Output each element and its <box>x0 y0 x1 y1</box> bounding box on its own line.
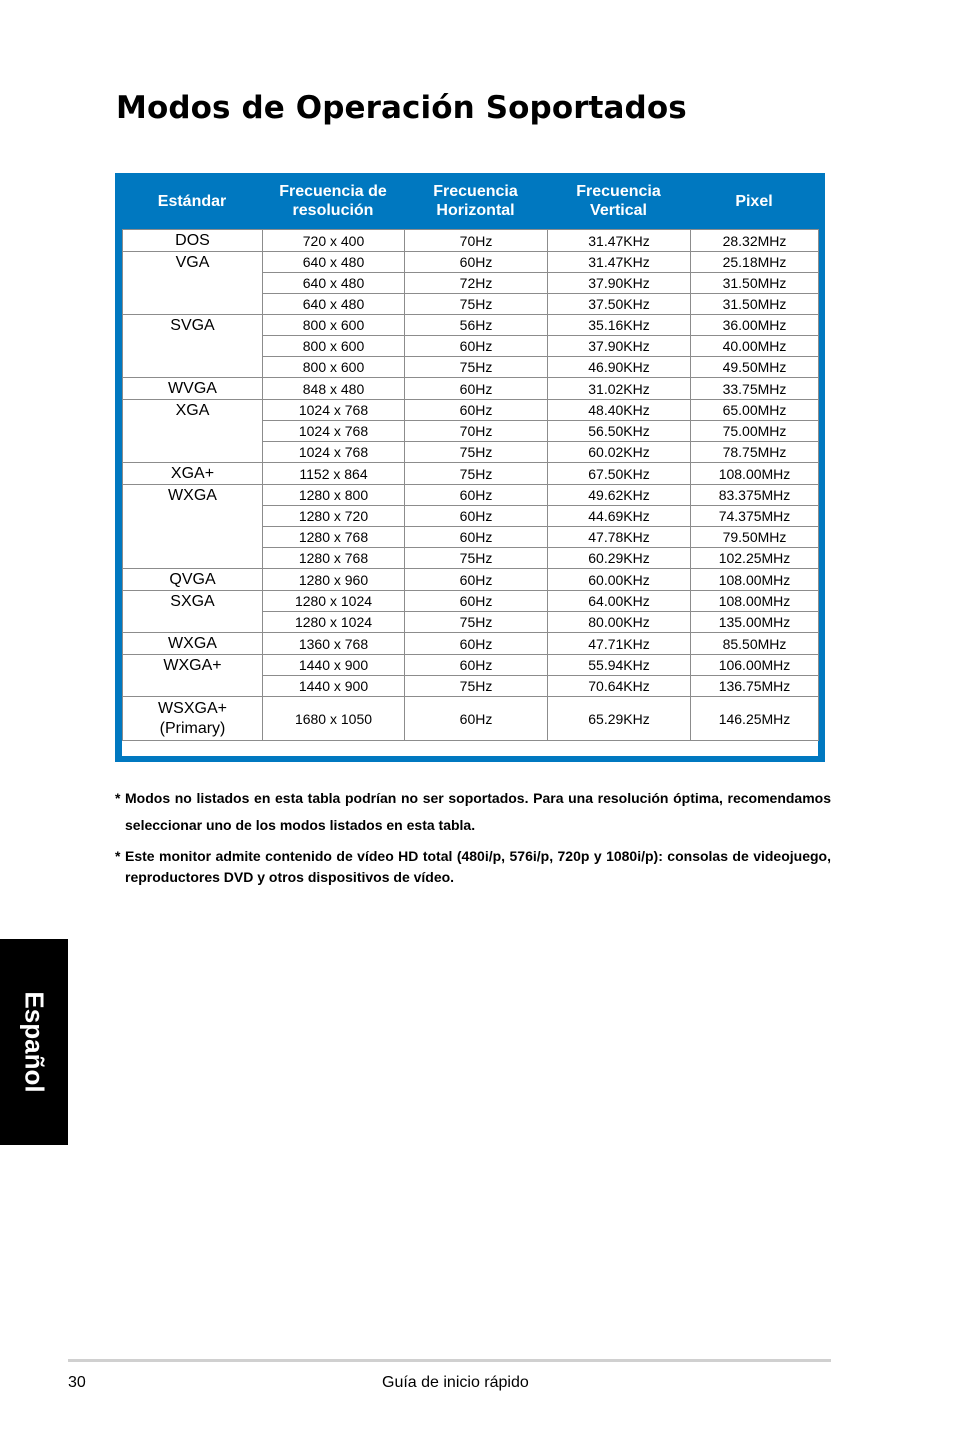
note-text: Modos no listados en esta tabla podrían no ser soportados. Para una resolución óptima, recomendamos seleccionar uno de los modos listados en esta tabla. <box>125 790 831 833</box>
standard-cell: DOS <box>123 230 263 252</box>
pixel-clock-cell: 31.50MHz <box>691 294 819 315</box>
resolution-cell: 1280 x 768 <box>263 548 405 569</box>
refresh-rate-cell: 75Hz <box>405 548 548 569</box>
refresh-rate-cell: 60Hz <box>405 336 548 357</box>
footer-page-number: 30 <box>68 1374 86 1391</box>
horizontal-freq-cell: 56.50KHz <box>548 421 691 442</box>
refresh-rate-cell: 56Hz <box>405 315 548 336</box>
note-hd-support <box>115 846 831 888</box>
supported-modes-table <box>115 173 825 762</box>
horizontal-freq-cell: 65.29KHz <box>548 697 691 741</box>
header-horizontal <box>404 173 547 229</box>
horizontal-freq-cell: 47.71KHz <box>548 633 691 655</box>
pixel-clock-cell: 36.00MHz <box>691 315 819 336</box>
horizontal-freq-cell: 37.90KHz <box>548 336 691 357</box>
pixel-clock-cell: 65.00MHz <box>691 400 819 421</box>
pixel-clock-cell: 75.00MHz <box>691 421 819 442</box>
pixel-clock-cell: 135.00MHz <box>691 612 819 633</box>
header-vertical-label: Frecuencia Vertical <box>576 183 661 219</box>
resolution-cell: 1280 x 960 <box>263 569 405 591</box>
pixel-clock-cell: 146.25MHz <box>691 697 819 741</box>
refresh-rate-cell: 60Hz <box>405 655 548 676</box>
resolution-cell: 1360 x 768 <box>263 633 405 655</box>
pixel-clock-cell: 108.00MHz <box>691 463 819 485</box>
resolution-cell: 1680 x 1050 <box>263 697 405 741</box>
header-resolution-label: Frecuencia de resolución <box>279 183 387 219</box>
resolution-cell: 800 x 600 <box>263 336 405 357</box>
resolution-cell: 1280 x 1024 <box>263 612 405 633</box>
horizontal-freq-cell: 64.00KHz <box>548 591 691 612</box>
horizontal-freq-cell: 80.00KHz <box>548 612 691 633</box>
pixel-clock-cell: 40.00MHz <box>691 336 819 357</box>
resolution-cell: 800 x 600 <box>263 315 405 336</box>
table-row <box>123 655 819 676</box>
resolution-cell: 1280 x 1024 <box>263 591 405 612</box>
standard-cell: WXGA <box>123 485 263 569</box>
pixel-clock-cell: 31.50MHz <box>691 273 819 294</box>
pixel-clock-cell: 28.32MHz <box>691 230 819 252</box>
standard-cell: WXGA <box>123 633 263 655</box>
pixel-clock-cell: 106.00MHz <box>691 655 819 676</box>
resolution-cell: 1440 x 900 <box>263 676 405 697</box>
pixel-clock-cell: 49.50MHz <box>691 357 819 378</box>
resolution-cell: 640 x 480 <box>263 273 405 294</box>
table-row <box>123 569 819 591</box>
horizontal-freq-cell: 60.00KHz <box>548 569 691 591</box>
pixel-clock-cell: 25.18MHz <box>691 252 819 273</box>
table-row <box>123 230 819 252</box>
standard-cell: WXGA+ <box>123 655 263 697</box>
pixel-clock-cell: 74.375MHz <box>691 506 819 527</box>
refresh-rate-cell: 60Hz <box>405 506 548 527</box>
refresh-rate-cell: 60Hz <box>405 591 548 612</box>
resolution-cell: 1024 x 768 <box>263 421 405 442</box>
horizontal-freq-cell: 55.94KHz <box>548 655 691 676</box>
standard-cell: WSXGA+ (Primary) <box>123 697 263 741</box>
refresh-rate-cell: 70Hz <box>405 421 548 442</box>
horizontal-freq-cell: 31.02KHz <box>548 378 691 400</box>
refresh-rate-cell: 60Hz <box>405 569 548 591</box>
refresh-rate-cell: 60Hz <box>405 252 548 273</box>
horizontal-freq-cell: 31.47KHz <box>548 230 691 252</box>
standard-cell: XGA+ <box>123 463 263 485</box>
standard-cell: VGA <box>123 252 263 315</box>
header-resolution <box>262 173 404 229</box>
resolution-cell: 1024 x 768 <box>263 400 405 421</box>
header-vertical <box>547 173 690 229</box>
header-horizontal-label: Frecuencia Horizontal <box>433 183 518 219</box>
horizontal-freq-cell: 49.62KHz <box>548 485 691 506</box>
pixel-clock-cell: 78.75MHz <box>691 442 819 463</box>
refresh-rate-cell: 60Hz <box>405 527 548 548</box>
horizontal-freq-cell: 37.50KHz <box>548 294 691 315</box>
refresh-rate-cell: 60Hz <box>405 697 548 741</box>
modes-table-body <box>122 229 819 741</box>
standard-cell: XGA <box>123 400 263 463</box>
pixel-clock-cell: 79.50MHz <box>691 527 819 548</box>
note-asterisk: * <box>115 790 121 806</box>
horizontal-freq-cell: 46.90KHz <box>548 357 691 378</box>
table-row <box>123 463 819 485</box>
standard-cell: QVGA <box>123 569 263 591</box>
table-row <box>123 591 819 612</box>
pixel-clock-cell: 108.00MHz <box>691 569 819 591</box>
pixel-clock-cell: 136.75MHz <box>691 676 819 697</box>
page-title: Modos de Operación Soportados <box>116 90 687 126</box>
horizontal-freq-cell: 47.78KHz <box>548 527 691 548</box>
refresh-rate-cell: 60Hz <box>405 378 548 400</box>
header-standard: Estándar <box>157 192 227 210</box>
resolution-cell: 800 x 600 <box>263 357 405 378</box>
table-row <box>123 400 819 421</box>
notes-section-hd <box>115 846 831 888</box>
resolution-cell: 1152 x 864 <box>263 463 405 485</box>
standard-cell: SXGA <box>123 591 263 633</box>
header-pixel: Pixel <box>735 192 773 210</box>
resolution-cell: 1280 x 768 <box>263 527 405 548</box>
standard-cell: WVGA <box>123 378 263 400</box>
refresh-rate-cell: 75Hz <box>405 357 548 378</box>
table-row <box>123 697 819 741</box>
language-side-tab <box>0 939 68 1145</box>
refresh-rate-cell: 75Hz <box>405 463 548 485</box>
pixel-clock-cell: 85.50MHz <box>691 633 819 655</box>
refresh-rate-cell: 70Hz <box>405 230 548 252</box>
pixel-clock-cell: 83.375MHz <box>691 485 819 506</box>
resolution-cell: 848 x 480 <box>263 378 405 400</box>
refresh-rate-cell: 60Hz <box>405 633 548 655</box>
refresh-rate-cell: 75Hz <box>405 676 548 697</box>
note-text: Este monitor admite contenido de vídeo HD total (480i/p, 576i/p, 720p y 1080i/p): consolas de videojuego, reproductores DVD y otros dispositivos de vídeo. <box>125 848 831 885</box>
table-header <box>115 173 825 229</box>
table-grid <box>122 229 818 756</box>
horizontal-freq-cell: 48.40KHz <box>548 400 691 421</box>
footer-divider <box>68 1359 831 1362</box>
horizontal-freq-cell: 44.69KHz <box>548 506 691 527</box>
pixel-clock-cell: 102.25MHz <box>691 548 819 569</box>
resolution-cell: 640 x 480 <box>263 252 405 273</box>
resolution-cell: 1280 x 800 <box>263 485 405 506</box>
resolution-cell: 1280 x 720 <box>263 506 405 527</box>
standard-cell: SVGA <box>123 315 263 378</box>
horizontal-freq-cell: 35.16KHz <box>548 315 691 336</box>
resolution-cell: 720 x 400 <box>263 230 405 252</box>
footer-guide-title: Guía de inicio rápido <box>382 1374 529 1391</box>
table-row <box>123 315 819 336</box>
refresh-rate-cell: 75Hz <box>405 612 548 633</box>
pixel-clock-cell: 33.75MHz <box>691 378 819 400</box>
resolution-cell: 640 x 480 <box>263 294 405 315</box>
table-row <box>123 378 819 400</box>
language-label: Español <box>19 991 50 1093</box>
horizontal-freq-cell: 37.90KHz <box>548 273 691 294</box>
table-row <box>123 252 819 273</box>
resolution-cell: 1440 x 900 <box>263 655 405 676</box>
horizontal-freq-cell: 60.02KHz <box>548 442 691 463</box>
refresh-rate-cell: 60Hz <box>405 400 548 421</box>
notes-section <box>115 785 831 839</box>
note-unlisted-modes <box>115 785 831 839</box>
horizontal-freq-cell: 60.29KHz <box>548 548 691 569</box>
horizontal-freq-cell: 70.64KHz <box>548 676 691 697</box>
pixel-clock-cell: 108.00MHz <box>691 591 819 612</box>
table-row <box>123 485 819 506</box>
refresh-rate-cell: 60Hz <box>405 485 548 506</box>
horizontal-freq-cell: 31.47KHz <box>548 252 691 273</box>
refresh-rate-cell: 72Hz <box>405 273 548 294</box>
note-asterisk: * <box>115 848 121 864</box>
table-row <box>123 633 819 655</box>
refresh-rate-cell: 75Hz <box>405 294 548 315</box>
refresh-rate-cell: 75Hz <box>405 442 548 463</box>
horizontal-freq-cell: 67.50KHz <box>548 463 691 485</box>
resolution-cell: 1024 x 768 <box>263 442 405 463</box>
